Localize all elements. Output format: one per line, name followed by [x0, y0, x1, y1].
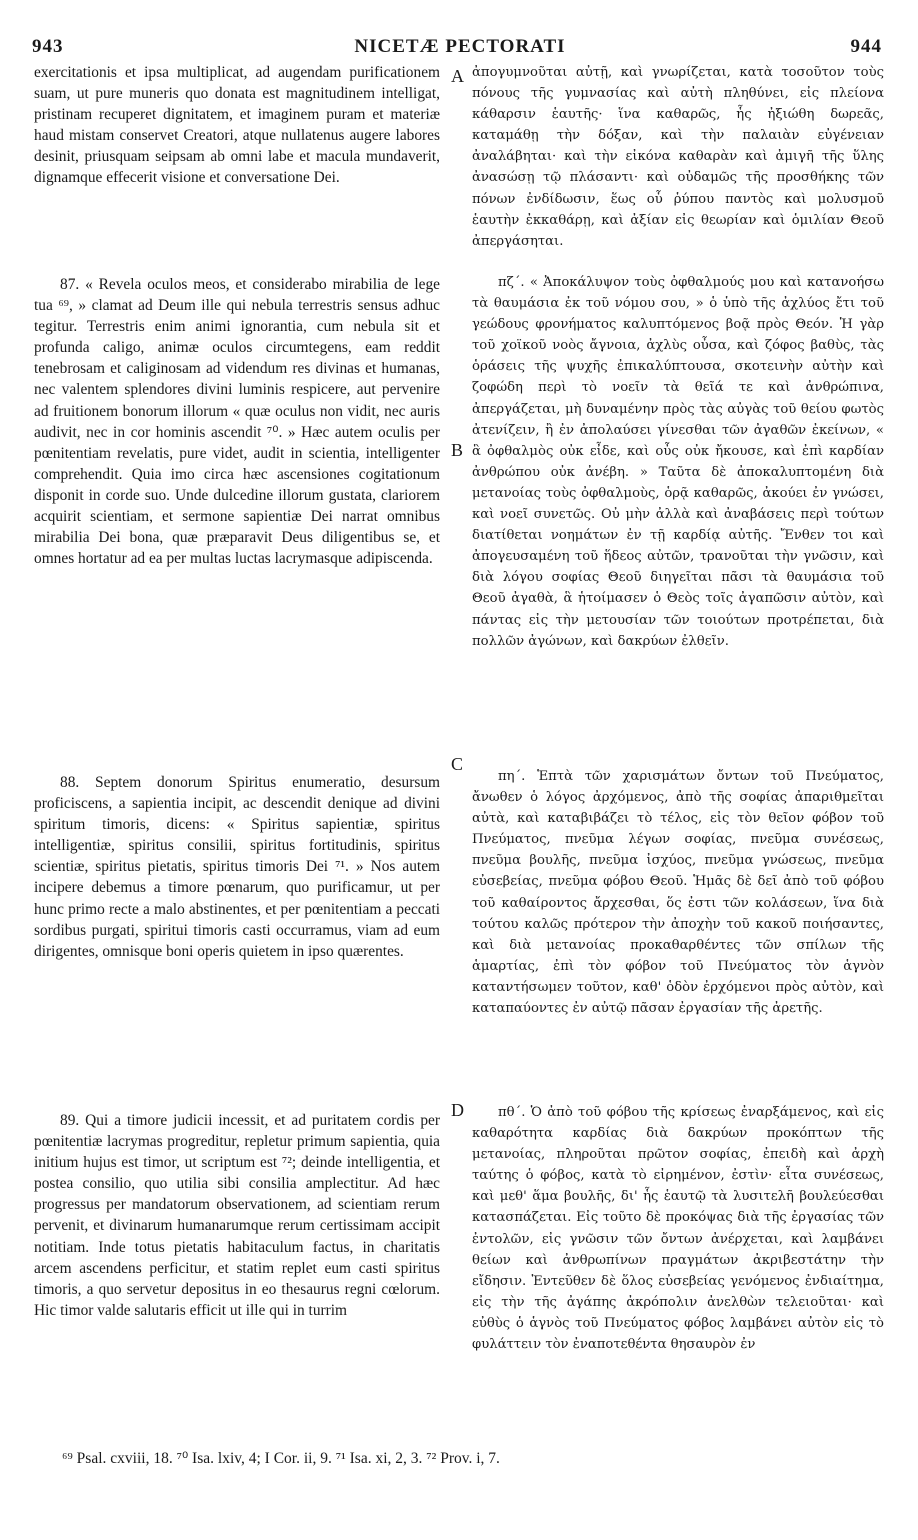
margin-letter-a: A — [451, 66, 464, 86]
page-number-right: 944 — [850, 36, 882, 57]
latin-paragraph-87: 87. « Revela oculos meos, et considerabo mirabilia de lege tua ⁶⁹, » clamat ad Deum ille qui nebula terrestris sensus adhuc tegitur. Terrestris enim animi ignorantia, cum nebula sit et profunda caligo, animæ oculos circumtegens, eam reddit tenebrosam et caliginosam ad videndum res divinas et humanas, nec valentem splendores divini luminis respicere, aut pervenire ad fruitionem bonorum illorum « quæ oculus non vidit, nec auris audivit, nec in cor hominis ascendit ⁷⁰. » Hæc autem oculis per pœnitentiam revelatis, pure videt, audit in scientia, intelligenter comprehendit. Quia imo circa hæc ascensiones cogitationum disponit in corde suo. Unde dulcedine illorum gustata, clariorem acquirit scientiam, et sermone sapientiæ Dei narrat omnibus mirabilia Dei bona, quæ præparavit Deus diligentibus se, et omnes hortatur ad ea per multas luctas lacrymasque adipiscenda. — [34, 276, 440, 568]
greek-column-88 — [472, 766, 884, 1019]
latin-column — [34, 62, 440, 189]
greek-paragraph-87: πζ΄. « Ἀποκάλυψον τοὺς ὀφθαλμούς μου καὶ κατανοήσω τὰ θαυμάσια ἐκ τοῦ νόμου σου, » ὁ ὑπὸ τῆς ἀχλύος ἔτι τοῦ γεώδους φρονήματος καλυπτόμενος βοᾷ πρὸς Θεόν. Ἡ γὰρ τοῦ χοϊκοῦ νοὸς ἄγνοια, ἀχλὺς οὖσα, καὶ ζόφος βαθὺς, τὰς ὁράσεις τῆς ψυχῆς ἐπικαλύπτουσα, σκοτεινὴν αὐτὴν καὶ ζοφώδη περὶ τὸ νοεῖν τὰ θεῖά τε καὶ ἀνθρώπινα, ἀπεργάζεται, μὴ δυναμένην πρὸς τὰς αὐγὰς τοῦ θείου φωτὸς ἀτενίζειν, ἢ ἐν ἀπολαύσει γίνεσθαι τῶν ἀγαθῶν ἐκείνων, « ἃ ὀφθαλμὸς οὐκ εἶδε, καὶ οὖς οὐκ ἤκουσε, καὶ ἐπὶ καρδίαν ἀνθρώπου οὐκ ἀνέβη. » Ταῦτα δὲ ἀποκαλυπτομένη διὰ μετανοίας τοὺς ὀφθαλμοὺς, ὁρᾷ καθαρῶς, ἀκούει ἐν γνώσει, καὶ νοεῖ συνετῶς. Οὐ μὴν ἀλλὰ καὶ ἀναβάσεις περὶ τούτων διατίθεται νοημάτων ἐν τῇ καρδίᾳ αὐτῆς. Ἔνθεν τοι καὶ ἀπογευσαμένη τοῦ ἥδεος αὐτῶν, τρανοῦται τὴν γνῶσιν, καὶ διὰ λόγου σοφίας Θεοῦ διηγεῖται πᾶσι τὰ θαυμάσια τοῦ Θεοῦ ἀγαθὰ, ἃ ἡτοίμασεν ὁ Θεὸς τοῖς ἀγαπῶσιν αὐτὸν, καὶ πάντας εἰς τὴν μετουσίαν τῶν τοιούτων προτρέπεται, διὰ πολλῶν ἀγώνων, καὶ δακρύων ἐλθεῖν. — [472, 275, 884, 649]
greek-column-89 — [472, 1102, 884, 1355]
greek-column-87 — [472, 272, 884, 652]
greek-paragraph-continued: ἀπογυμνοῦται αὐτῇ, καὶ γνωρίζεται, κατὰ τοσοῦτον τοὺς πόνους τῆς γυμνασίας καὶ αὐτὴ πληθύνει, εἰς πλείονα κάθαρσιν ἑαυτῆς· ἵνα καθαρῶς, ἧς ἠξιώθη δωρεᾶς, καταμάθῃ τὴν δόξαν, καὶ τὴν παλαιὰν εὐγένειαν ἀναλάβηται· καὶ τὴν εἰκόνα καθαρὰν καὶ ἀμιγῆ τῆς ὕλης ἀνασώσῃ τῷ πλάσαντι· καὶ οὐδαμῶς τῆς προσθήκης τῶν πόνων ἐνδίδωσιν, ἕως οὗ ῥύπου παντὸς καὶ μολυσμοῦ ἑαυτὴν ἐκκαθάρῃ, καὶ ἀξίαν εἰς θεωρίαν καὶ ὁμιλίαν Θεοῦ ἀπεργάσηται. — [472, 65, 884, 249]
latin-column-87 — [34, 274, 440, 569]
footnotes: ⁶⁹ Psal. cxviii, 18. ⁷⁰ Isa. lxiv, 4; I Cor. ii, 9. ⁷¹ Isa. xi, 2, 3. ⁷² Prov. i, 7. — [62, 1450, 500, 1467]
greek-paragraph-88: πη΄. Ἑπτὰ τῶν χαρισμάτων ὄντων τοῦ Πνεύματος, ἄνωθεν ὁ λόγος ἀρχόμενος, ἀπὸ τῆς σοφίας ἀπαριθμεῖται αὐτὰ, καὶ καταβιβάζει τὸ τέλος, εἰς τὸν θεῖον φόβον τοῦ Πνεύματος, πνεῦμα λέγων σοφίας, πνεῦμα συνέσεως, πνεῦμα βουλῆς, πνεῦμα ἰσχύος, πνεῦμα γνώσεως, πνεῦμα εὐσεβείας, πνεῦμα φόβου Θεοῦ. Ἡμᾶς δὲ δεῖ ἀπὸ τοῦ φόβου τοῦ καθαίροντος ἄρχεσθαι, ὅς ἐστι τῶν κολάσεων, ἵνα διὰ τούτου καλῶς πρότερον τὴν ἀποχὴν τοῦ κακοῦ ποιήσαντες, καὶ διὰ μετανοίας προκαθαρθέντες τῶν σπίλων τῆς ἁμαρτίας, ἐπὶ τὸν φόβον τοῦ Πνεύματος τὸν ἁγνὸν καταντήσωμεν τοῦτον, καθ' ὁδὸν ἐρχόμενοι πρὸς αὐτὸν, καὶ καταπαύοντες ἐν αὐτῷ πᾶσαν ἐργασίαν τῆς ἀρετῆς. — [472, 769, 884, 1017]
margin-letter-d: D — [451, 1100, 464, 1120]
latin-paragraph-89: 89. Qui a timore judicii incessit, et ad puritatem cordis per pœnitentiæ lacrymas progreditur, repletur primum sapientia, quia initium hujus est timor, ut scriptum est ⁷²; deinde intelligentia, et postea consilio, quo utilia sibi consilia amplectitur. Ad hæc progressus per mandatorum observationem, ad scientiam rerum pervenit, et divinarum humanarumque rerum certissimam accipit notitiam. Inde totus pietatis habitaculum factus, in charitatis arcem ascendens perficitur, et statim replet eum casti spiritus timoris, a quo servetur depositus in eo thesaurus regni cœlorum. Hic timor valde salutaris efficit ut ille qui in turrim — [34, 1112, 440, 1319]
running-title: NICETÆ PECTORATI — [354, 36, 566, 57]
latin-column-88 — [34, 772, 440, 962]
page-number-left: 943 — [32, 36, 64, 57]
latin-paragraph-continued: exercitationis et ipsa multiplicat, ad augendam purificationem suam, ut pure muneris quo donata est magnitudinem intelligat, pristinam recuperet dignitatem, et imaginem puram et materiæ haud mistam conservet Creatori, atque nullatenus augere labores desinit, priusquam seipsam ab omni labe et macula mundaverit, dignamque effecerit visione et conversatione Dei. — [34, 64, 440, 187]
latin-column-89 — [34, 1110, 440, 1321]
greek-column — [472, 62, 884, 252]
greek-paragraph-89: πθ΄. Ὁ ἀπὸ τοῦ φόβου τῆς κρίσεως ἐναρξάμενος, καὶ εἰς καθαρότητα καρδίας διὰ δακρύων προκόπτων τῆς μετανοίας, πληροῦται πρῶτον σοφίας, ἐπειδὴ καὶ ἀρχὴ ταύτης ὁ φόβος, κατὰ τὸ εἰρημένον, ἐστὶν· εἶτα συνέσεως, καὶ μεθ' ἅμα βουλῆς, δι' ἧς ἑαυτῷ τὰ λυσιτελῆ βουλεύεσθαι κατασπάζεται. Εἰς τοῦτο δὲ προκόψας διὰ τῆς ἐργασίας τῶν ἐντολῶν, εἰς γνῶσιν τῶν ὄντων ἀνέρχεται, καὶ λαμβάνει θείων καὶ ἀνθρωπίνων πραγμάτων ἀκριβεστάτην τὴν εἴδησιν. Ἐντεῦθεν δὲ ὅλος εὐσεβείας γενόμενος ἐνδιαίτημα, εἰς τὴν τῆς ἀγάπης ἀκρόπολιν ἀνελθὼν τελειοῦται· καὶ εὐθὺς ὁ ἁγνὸς τοῦ Πνεύματος φόβος λαμβάνει αὐτὸν εἰς τὸ φυλάττειν τὸν ἐναποτεθέντα θησαυρὸν ἐν — [472, 1105, 884, 1353]
latin-paragraph-88: 88. Septem donorum Spiritus enumeratio, desursum proficiscens, a sapientia incipit, ac descendit denique ad divini spiritum timoris, dicens: « Spiritus sapientiæ, spiritus intelligentiæ, spiritus consilii, spiritus fortitudinis, spiritus scientiæ, spiritus pietatis, spiritus timoris Dei ⁷¹. » Nos autem incipere debemus a timore pœnarum, quo purificamur, ut per hunc primo recte a malo abstinentes, et per pœnitentiam a peccati sordibus purgati, spiritui timoris casti occurramus, viam ad eum dirigentes, omnisque boni operis quietem in ipso quærentes. — [34, 774, 440, 960]
margin-letter-c: C — [451, 754, 464, 774]
margin-letter-b: B — [451, 440, 464, 460]
